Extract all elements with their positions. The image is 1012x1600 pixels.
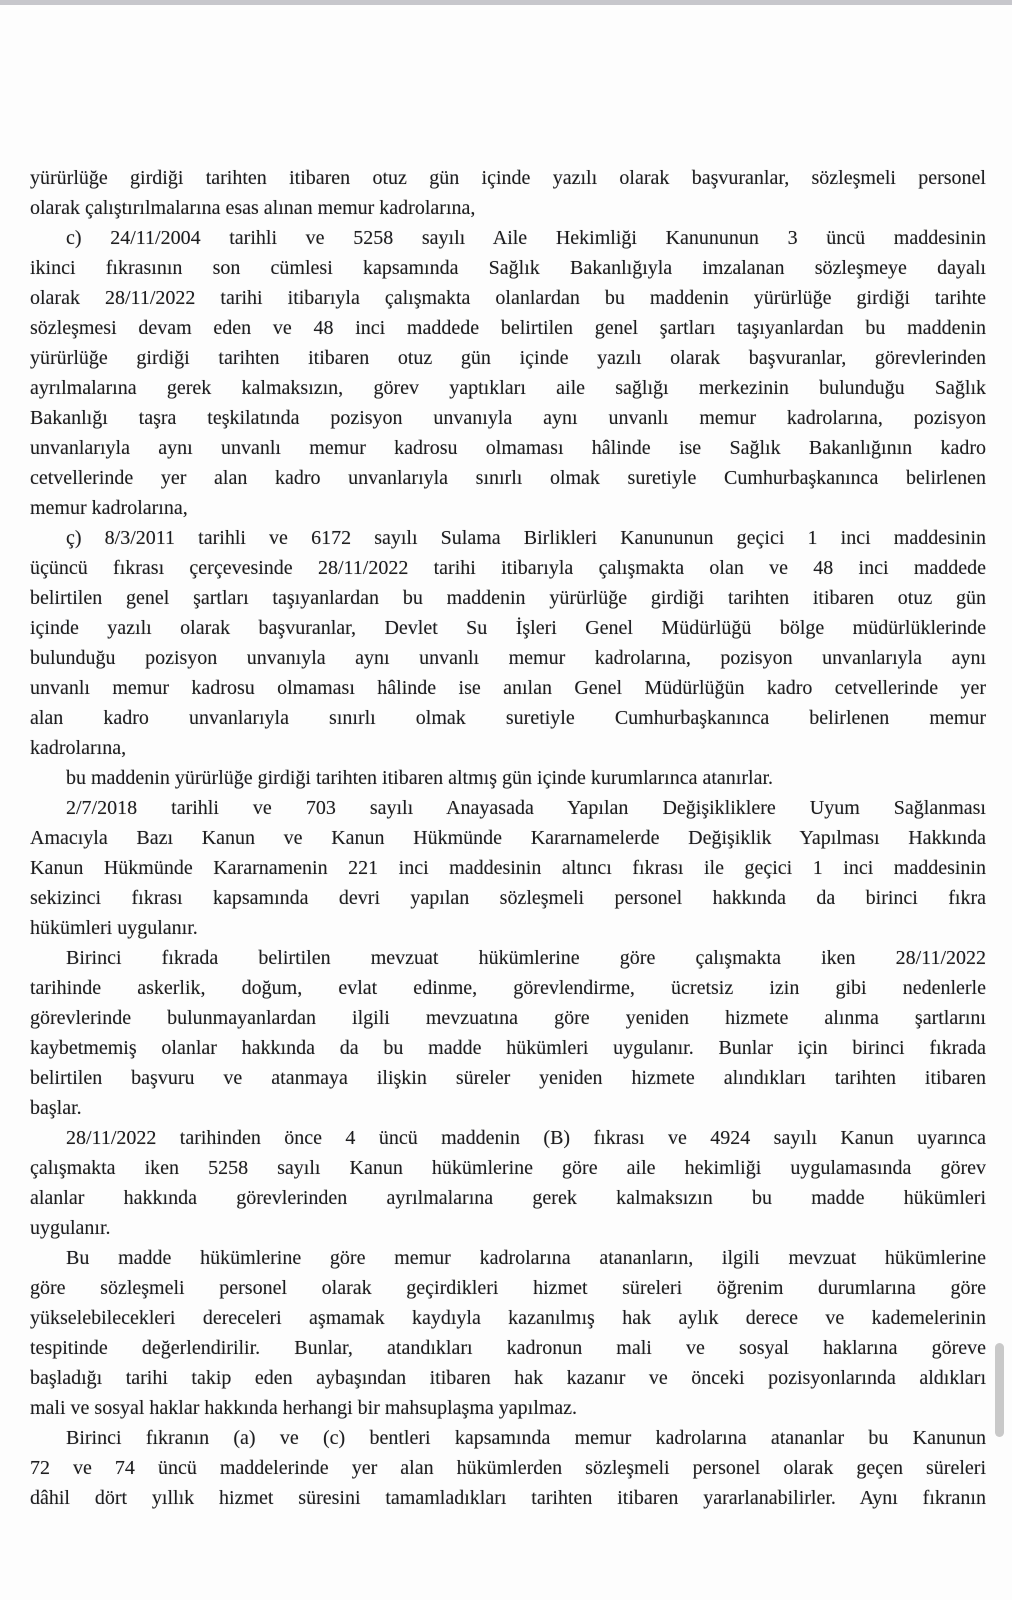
text-line: tespitinde değerlendirilir. Bunlar, atandıkları kadronun mali ve sosyal haklarına göreve: [30, 1337, 986, 1359]
text-line: Bu madde hükümlerine göre memur kadrolarına atananların, ilgili mevzuat hükümlerine: [66, 1247, 986, 1269]
text-line: dâhil dört yıllık hizmet süresini tamamladıkları tarihten itibaren yararlanabilirler. Aynı fıkranın: [30, 1487, 986, 1509]
text-line: başlar.: [30, 1097, 82, 1119]
text-line: Amacıyla Bazı Kanun ve Kanun Hükmünde Kararnamelerde Değişiklik Yapılması Hakkında: [30, 827, 986, 849]
text-line: unvanlı memur kadrosu olmaması hâlinde ise anılan Genel Müdürlüğün kadro cetvellerinde yer: [30, 677, 986, 699]
text-line: unvanlarıyla aynı unvanlı memur kadrosu olmaması hâlinde ise Sağlık Bakanlığının kadro: [30, 437, 986, 459]
text-line: yürürlüğe girdiği tarihten itibaren otuz gün içinde yazılı olarak başvuranlar, sözleşmeli personel: [30, 167, 986, 189]
text-line: memur kadrolarına,: [30, 497, 188, 519]
text-line: yürürlüğe girdiği tarihten itibaren otuz gün içinde yazılı olarak başvuranlar, görevlerinden: [30, 347, 986, 369]
text-line: başladığı tarihi takip eden aybaşından itibaren hak kazanır ve önceki pozisyonlarında aldıkları: [30, 1367, 986, 1389]
text-line: Kanun Hükmünde Kararnamenin 221 inci maddesinin altıncı fıkrası ile geçici 1 inci maddesinin: [30, 857, 986, 879]
text-line: hükümleri uygulanır.: [30, 917, 198, 939]
text-line: üçüncü fıkrası çerçevesinde 28/11/2022 tarihi itibarıyla çalışmakta olan ve 48 inci maddede: [30, 557, 986, 579]
text-line: Birinci fıkrada belirtilen mevzuat hükümlerine göre çalışmakta iken 28/11/2022: [66, 947, 986, 969]
text-line: bulunduğu pozisyon unvanıyla aynı unvanlı memur kadrolarına, pozisyon unvanlarıyla aynı: [30, 647, 986, 669]
text-line: içinde yazılı olarak başvuranlar, Devlet Su İşleri Genel Müdürlüğü bölge müdürlüklerinde: [30, 617, 986, 639]
text-line: belirtilen genel şartları taşıyanlardan bu maddenin yürürlüğe girdiği tarihten itibaren otuz gün: [30, 587, 986, 609]
text-line: bu maddenin yürürlüğe girdiği tarihten itibaren altmış gün içinde kurumlarınca atanırlar.: [66, 767, 774, 789]
text-line: sözleşmesi devam eden ve 48 inci maddede belirtilen genel şartları taşıyanlardan bu maddenin: [30, 317, 986, 339]
text-line: olarak çalıştırılmalarına esas alınan memur kadrolarına,: [30, 197, 476, 219]
text-line: c) 24/11/2004 tarihli ve 5258 sayılı Aile Hekimliği Kanununun 3 üncü maddesinin: [66, 227, 986, 249]
document-text-block: [30, 163, 986, 1513]
text-line: ayrılmalarına gerek kalmaksızın, görev yaptıkları aile sağlığı merkezinin bulunduğu Sağlık: [30, 377, 986, 399]
text-line: ç) 8/3/2011 tarihli ve 6172 sayılı Sulama Birlikleri Kanununun geçici 1 inci maddesinin: [66, 527, 986, 549]
text-line: 72 ve 74 üncü maddelerinde yer alan hükümlerden sözleşmeli personel olarak geçen süreleri: [30, 1457, 986, 1479]
text-line: kaybetmemiş olanlar hakkında da bu madde hükümleri uygulanır. Bunlar için birinci fıkrada: [30, 1037, 986, 1059]
text-line: yükselebilecekleri dereceleri aşmamak kaydıyla kazanılmış hak aylık derece ve kademelerinin: [30, 1307, 986, 1329]
text-line: cetvellerinde yer alan kadro unvanlarıyla sınırlı olmak suretiyle Cumhurbaşkanınca belirlenen: [30, 467, 986, 489]
text-line: alanlar hakkında görevlerinden ayrılmalarına gerek kalmaksızın bu madde hükümleri: [30, 1187, 986, 1209]
text-line: çalışmakta iken 5258 sayılı Kanun hükümlerine göre aile hekimliği uygulamasında görev: [30, 1157, 986, 1179]
text-line: sekizinci fıkrası kapsamında devri yapılan sözleşmeli personel hakkında da birinci fıkra: [30, 887, 986, 909]
scrollbar-thumb[interactable]: [995, 1343, 1004, 1437]
text-line: 28/11/2022 tarihinden önce 4 üncü maddenin (B) fıkrası ve 4924 sayılı Kanun uyarınca: [66, 1127, 986, 1149]
text-line: tarihinde askerlik, doğum, evlat edinme, görevlendirme, ücretsiz izin gibi nedenlerle: [30, 977, 986, 999]
text-line: olarak 28/11/2022 tarihi itibarıyla çalışmakta olanlardan bu maddenin yürürlüğe girdiği tarihte: [30, 287, 986, 309]
text-line: mali ve sosyal haklar hakkında herhangi bir mahsuplaşma yapılmaz.: [30, 1397, 578, 1419]
text-line: kadrolarına,: [30, 737, 127, 759]
text-line: göre sözleşmeli personel olarak geçirdikleri hizmet süreleri öğrenim durumlarına göre: [30, 1277, 986, 1299]
text-line: alan kadro unvanlarıyla sınırlı olmak suretiyle Cumhurbaşkanınca belirlenen memur: [30, 707, 986, 729]
top-edge-bar: [0, 0, 1012, 5]
text-line: uygulanır.: [30, 1217, 111, 1239]
text-line: belirtilen başvuru ve atanmaya ilişkin süreler yeniden hizmete alındıkları tarihten itibaren: [30, 1067, 986, 1089]
text-line: Bakanlığı taşra teşkilatında pozisyon unvanıyla aynı unvanlı memur kadrolarına, pozisyon: [30, 407, 986, 429]
text-line: görevlerinde bulunmayanlardan ilgili mevzuatına göre yeniden hizmete alınma şartlarını: [30, 1007, 986, 1029]
text-line: Birinci fıkranın (a) ve (c) bentleri kapsamında memur kadrolarına atananlar bu Kanunun: [66, 1427, 986, 1449]
text-line: 2/7/2018 tarihli ve 703 sayılı Anayasada Yapılan Değişikliklere Uyum Sağlanması: [66, 797, 986, 819]
text-line: ikinci fıkrasının son cümlesi kapsamında Sağlık Bakanlığıyla imzalanan sözleşmeye dayalı: [30, 257, 986, 279]
